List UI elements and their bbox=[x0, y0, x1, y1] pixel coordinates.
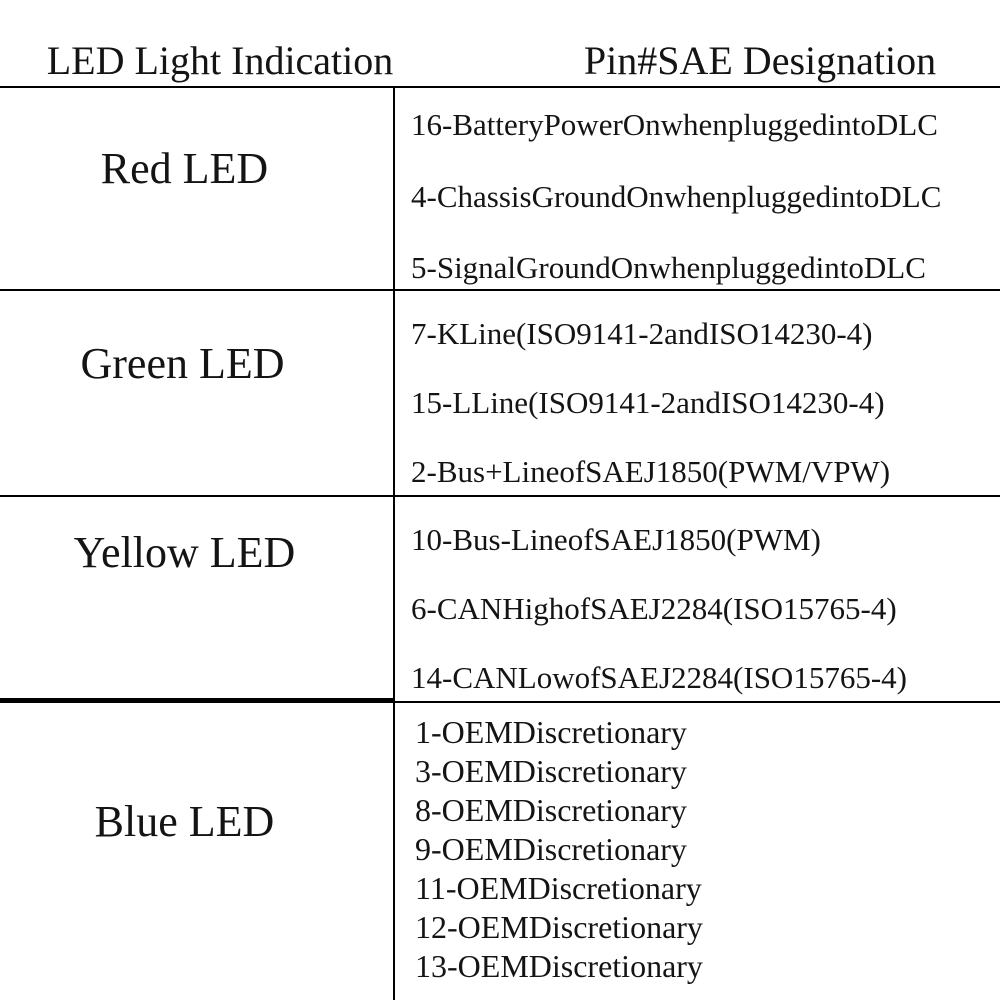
pin-designation: 3-OEMDiscretionary bbox=[415, 753, 687, 789]
led-label-cell bbox=[0, 88, 395, 289]
table-row-yellow-led bbox=[0, 497, 1000, 703]
pin-designation: 4-ChassisGroundOnwhenpluggedintoDLC bbox=[411, 178, 942, 214]
pin-designation: 1-OEMDiscretionary bbox=[415, 714, 687, 750]
pin-designation: 11-OEMDiscretionary bbox=[415, 870, 702, 906]
led-label-blue: Blue LED bbox=[94, 797, 275, 846]
header-cell-pin bbox=[440, 0, 1000, 86]
pin-list-cell bbox=[395, 88, 1000, 289]
pin-designation: 2-Bus+LineofSAEJ1850(PWM/VPW) bbox=[411, 454, 891, 489]
led-label-cell bbox=[0, 703, 395, 1000]
pin-list-cell bbox=[395, 291, 1000, 495]
pin-designation: 14-CANLowofSAEJ2284(ISO15765-4) bbox=[411, 660, 907, 695]
pin-list-cell bbox=[395, 703, 1000, 1000]
table-row-red-led bbox=[0, 88, 1000, 291]
pin-designation: 6-CANHighofSAEJ2284(ISO15765-4) bbox=[411, 591, 897, 626]
pin-designation: 9-OEMDiscretionary bbox=[415, 831, 687, 867]
led-label-yellow: Yellow LED bbox=[73, 528, 296, 577]
pin-list-cell bbox=[395, 497, 1000, 703]
pin-designation: 10-Bus-LineofSAEJ1850(PWM) bbox=[411, 522, 821, 557]
header-cell-led bbox=[0, 0, 440, 86]
pin-designation: 5-SignalGroundOnwhenpluggedintoDLC bbox=[411, 250, 926, 285]
table-row-blue-led bbox=[0, 703, 1000, 1000]
led-label-cell bbox=[0, 497, 395, 703]
pin-designation: 15-LLine(ISO9141-2andISO14230-4) bbox=[411, 385, 885, 420]
led-label-cell bbox=[0, 291, 395, 495]
column-header-pin-sae-designation: Pin#SAE Designation bbox=[583, 38, 937, 84]
pin-designation: 16-BatteryPowerOnwhenpluggedintoDLC bbox=[411, 107, 938, 142]
pin-designation: 8-OEMDiscretionary bbox=[415, 792, 687, 828]
pin-designation: 7-KLine(ISO9141-2andISO14230-4) bbox=[411, 316, 873, 351]
led-label-green: Green LED bbox=[80, 338, 285, 388]
table-row-green-led bbox=[0, 291, 1000, 497]
pin-designation: 13-OEMDiscretionary bbox=[415, 948, 703, 984]
column-header-led-light-indication: LED Light Indication bbox=[46, 38, 394, 84]
table-header-row bbox=[0, 0, 1000, 88]
led-label-red: Red LED bbox=[100, 144, 269, 193]
pin-designation: 12-OEMDiscretionary bbox=[415, 909, 703, 945]
